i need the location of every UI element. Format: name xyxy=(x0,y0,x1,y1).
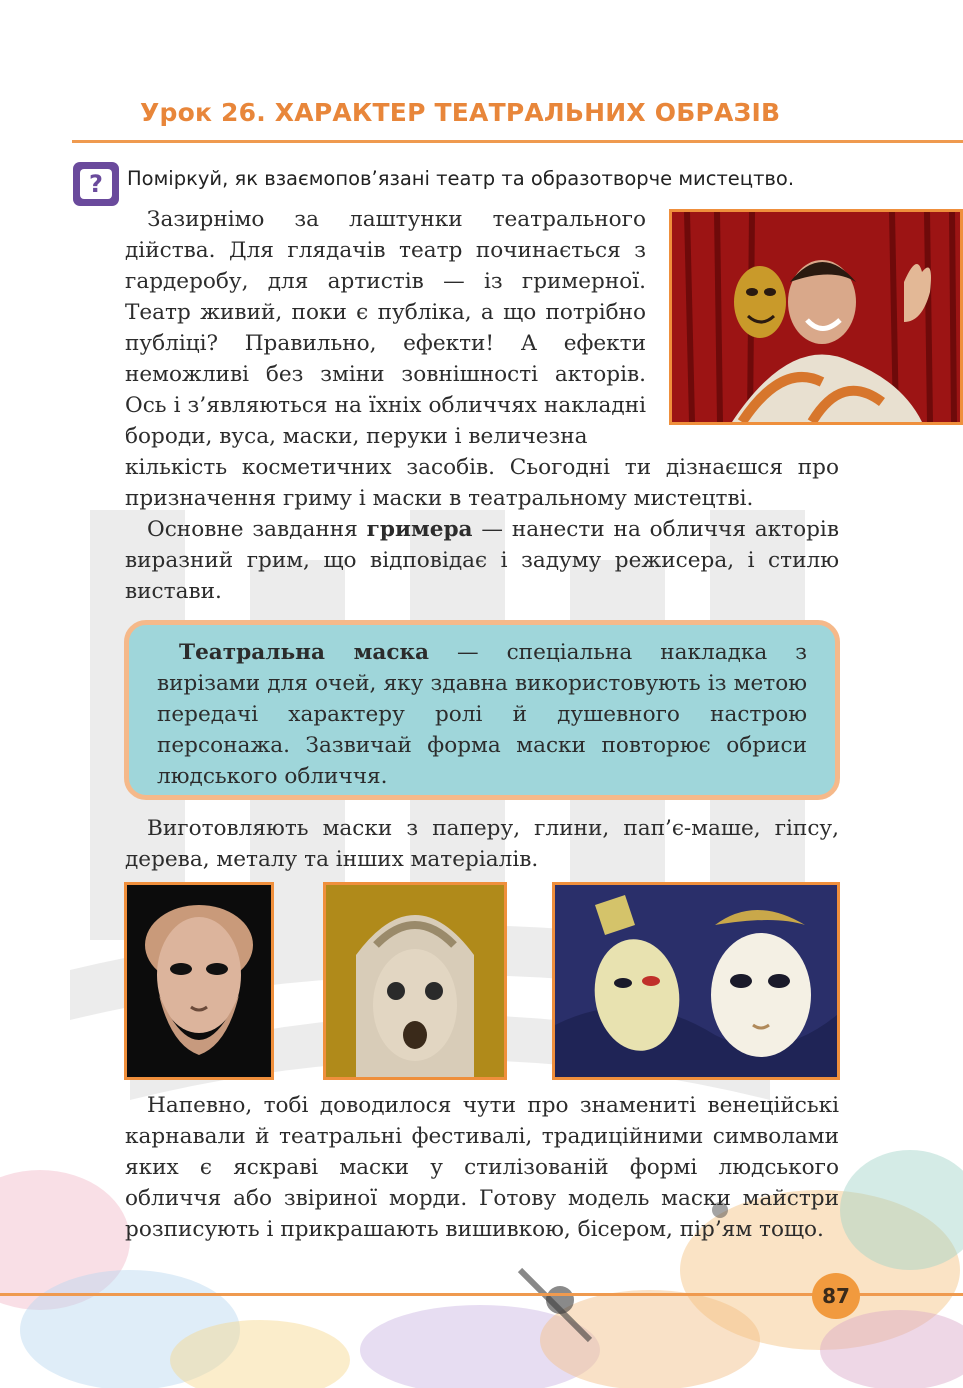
question-prompt: Поміркуй, як взаємопов’язані театр та образотворче мистецтво. xyxy=(127,167,795,190)
title-divider xyxy=(72,140,963,143)
ancient-tragic-mask-photo xyxy=(323,882,507,1080)
page-number: 87 xyxy=(812,1273,860,1319)
definition-term: Театральна маска xyxy=(179,640,430,665)
greek-bearded-mask-photo xyxy=(124,882,274,1080)
lesson-title: Урок 26. ХАРАКТЕР ТЕАТРАЛЬНИХ ОБРАЗІВ xyxy=(140,98,781,127)
venetian-masks-photo xyxy=(552,882,840,1080)
definition-text: Театральна маска — спеціальна накладка з вирізами для очей, яку здавна використовують із метою передачі характеру ролі й душевного настрою персонажа. Зазвичай форма маски повторює обриси людського обличчя. xyxy=(157,640,807,789)
materials-paragraph: Виготовляють маски з паперу, глини, пап’є-маше, гіпсу, дерева, металу та інших матеріалів. xyxy=(125,816,839,872)
makeup-artist-paragraph: Основне завдання гримера — нанести на обличчя акторів виразний грим, що відповідає і задуму режисера, і стилю вистави. xyxy=(125,517,839,604)
actor-with-mask-photo xyxy=(669,209,963,425)
definition-box xyxy=(124,620,840,800)
intro-paragraph-part2: кількість косметичних засобів. Сьогодні ти дізнаєшся про призначення гриму і маски в театральному мистецтві. xyxy=(125,455,839,511)
makeup-artist-term: гримера xyxy=(366,517,473,542)
intro-paragraph-part1: Зазирнімо за лаштунки театрального дійства. Для глядачів театр починається з гардеробу, для артистів — із гримерної. Театр живий, поки є публіка, а що потрібно публіці? Правильно, ефекти! А ефекти неможливі без зміни зовнішності акторів. Ось і з’являються на їхніх обличчях накладні бороди, вуса, маски, перуки і величезна xyxy=(125,207,646,449)
question-mark-icon: ? xyxy=(73,162,119,206)
venice-paragraph: Напевно, тобі доводилося чути про знамениті венеційські карнавали й театральні фестивалі, традиційними символами яких є яскраві маски у стилізованій формі людського обличчя або звіриної морди. Готову модель маски майстри розписують і прикрашають вишивкою, бісером, пір’ям тощо. xyxy=(125,1093,839,1242)
